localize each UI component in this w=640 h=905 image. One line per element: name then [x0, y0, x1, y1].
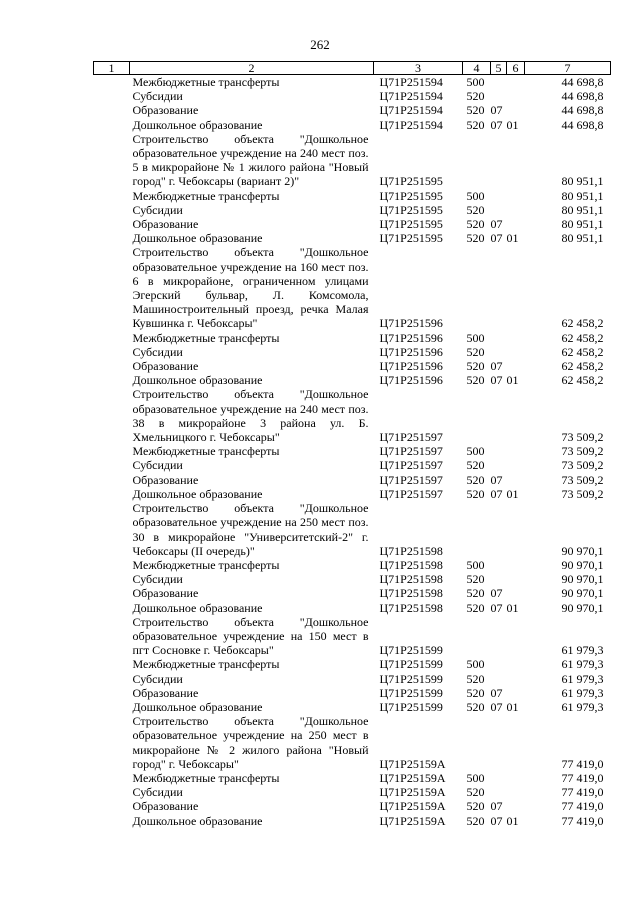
row-number-cell — [94, 245, 130, 330]
header-col-4: 4 — [463, 62, 491, 75]
amount-cell: 80 951,1 — [561, 188, 604, 203]
row-number-cell — [94, 75, 130, 90]
section-cell: 07 — [490, 217, 503, 232]
table-row — [94, 103, 611, 117]
item-name-cell: Дошкольное образование — [132, 486, 263, 501]
item-name-cell: Образование — [132, 799, 199, 814]
subsection-cell — [507, 714, 525, 771]
section-cell — [491, 501, 507, 558]
expense-type-cell: 520 — [466, 344, 485, 359]
subsection-cell: 01 — [506, 373, 519, 388]
item-name-cell: Образование — [132, 472, 199, 487]
amount-cell: 62 458,2 — [561, 359, 604, 374]
header-col-2: 2 — [130, 62, 374, 75]
item-name-cell: Субсидии — [132, 671, 183, 686]
item-name-cell: Образование — [132, 217, 199, 232]
subsection-cell — [507, 686, 525, 700]
expense-type-cell: 520 — [466, 359, 485, 374]
row-number-cell — [94, 814, 130, 828]
table-row — [94, 586, 611, 600]
target-code-cell: Ц71P251598 — [379, 572, 443, 587]
section-cell — [491, 615, 507, 658]
row-number-cell — [94, 359, 130, 373]
item-name-cell: Образование — [132, 359, 199, 374]
target-code-cell: Ц71P251596 — [379, 330, 443, 345]
item-name-cell: Межбюджетные трансферты — [132, 75, 280, 89]
expense-type-cell: 520 — [466, 572, 485, 587]
table-row — [94, 458, 611, 472]
expense-type-cell: 520 — [466, 89, 485, 104]
header-col-7: 7 — [525, 62, 611, 75]
subsection-cell — [507, 615, 525, 658]
target-code-cell: Ц71P251597 — [379, 486, 443, 501]
table-row — [94, 771, 611, 785]
target-code-cell: Ц71P25159A — [379, 756, 446, 771]
table-body — [94, 75, 611, 828]
table-row — [94, 189, 611, 203]
subsection-cell — [507, 473, 525, 487]
subsection-cell — [507, 359, 525, 373]
amount-cell: 77 419,0 — [561, 785, 604, 800]
row-number-cell — [94, 771, 130, 785]
amount-cell: 61 979,3 — [561, 685, 604, 700]
table-row — [94, 89, 611, 103]
expense-type-cell: 520 — [466, 600, 485, 615]
subsection-cell — [507, 217, 525, 231]
amount-cell: 90 970,1 — [561, 543, 604, 558]
table-row — [94, 572, 611, 586]
target-code-cell: Ц71P251595 — [379, 217, 443, 232]
target-code-cell: Ц71P251598 — [379, 600, 443, 615]
section-cell — [491, 189, 507, 203]
header-col-1: 1 — [94, 62, 130, 75]
subsection-cell — [507, 586, 525, 600]
expense-type-cell: 500 — [466, 444, 485, 459]
item-name-cell: Субсидии — [132, 89, 183, 104]
section-cell: 07 — [490, 231, 503, 246]
target-code-cell: Ц71P251597 — [379, 458, 443, 473]
expense-type-cell: 500 — [466, 188, 485, 203]
amount-cell: 73 509,2 — [561, 444, 604, 459]
row-number-cell — [94, 458, 130, 472]
subsection-cell — [507, 572, 525, 586]
table-row — [94, 487, 611, 501]
target-code-cell: Ц71P251595 — [379, 174, 443, 189]
item-name-cell: Дошкольное образование — [132, 813, 263, 828]
item-name-cell: Межбюджетные трансферты — [132, 557, 280, 572]
page-number: 262 — [310, 37, 330, 52]
amount-cell: 90 970,1 — [561, 572, 604, 587]
row-number-cell — [94, 799, 130, 813]
row-number-cell — [94, 700, 130, 714]
item-name-cell: Межбюджетные трансферты — [132, 657, 280, 672]
expense-type-cell: 500 — [466, 75, 485, 89]
section-cell — [491, 458, 507, 472]
item-name-cell: Субсидии — [132, 572, 183, 587]
subsection-cell — [507, 331, 525, 345]
subsection-cell — [507, 444, 525, 458]
section-cell: 07 — [490, 359, 503, 374]
expense-type-cell — [463, 387, 491, 444]
row-number-cell — [94, 487, 130, 501]
row-number-cell — [94, 231, 130, 245]
subsection-cell — [507, 657, 525, 671]
table-row — [94, 714, 611, 771]
item-name-cell: Дошкольное образование — [132, 231, 263, 246]
section-cell — [491, 444, 507, 458]
amount-cell: 73 509,2 — [561, 458, 604, 473]
section-cell: 07 — [490, 699, 503, 714]
target-code-cell: Ц71P25159A — [379, 785, 446, 800]
amount-cell: 90 970,1 — [561, 557, 604, 572]
section-cell — [491, 345, 507, 359]
expense-type-cell: 520 — [466, 586, 485, 601]
amount-cell: 80 951,1 — [561, 217, 604, 232]
expense-type-cell: 520 — [466, 231, 485, 246]
amount-cell: 73 509,2 — [561, 472, 604, 487]
target-code-cell: Ц71P251599 — [379, 671, 443, 686]
table-row — [94, 672, 611, 686]
subsection-cell — [507, 672, 525, 686]
table-row — [94, 601, 611, 615]
header-row — [94, 62, 611, 75]
amount-cell: 73 509,2 — [561, 430, 604, 445]
expense-type-cell — [463, 132, 491, 189]
table-row — [94, 657, 611, 671]
target-code-cell: Ц71P251595 — [379, 231, 443, 246]
section-cell: 07 — [490, 586, 503, 601]
amount-cell: 77 419,0 — [561, 813, 604, 828]
target-code-cell: Ц71P251596 — [379, 359, 443, 374]
table-row — [94, 785, 611, 799]
section-cell — [491, 672, 507, 686]
amount-cell: 61 979,3 — [561, 643, 604, 658]
item-name-cell: Межбюджетные трансферты — [132, 188, 280, 203]
table-row — [94, 686, 611, 700]
subsection-cell — [507, 501, 525, 558]
expense-type-cell: 520 — [466, 813, 485, 828]
amount-cell: 61 979,3 — [561, 699, 604, 714]
amount-cell: 80 951,1 — [561, 202, 604, 217]
item-name-cell: Субсидии — [132, 344, 183, 359]
table-row — [94, 245, 611, 330]
expense-type-cell — [463, 615, 491, 658]
amount-cell: 44 698,8 — [561, 103, 604, 118]
row-number-cell — [94, 345, 130, 359]
table-row — [94, 331, 611, 345]
section-cell — [491, 785, 507, 799]
row-number-cell — [94, 572, 130, 586]
section-cell — [491, 89, 507, 103]
subsection-cell: 01 — [506, 813, 519, 828]
row-number-cell — [94, 501, 130, 558]
table-row — [94, 799, 611, 813]
item-name-cell: Образование — [132, 103, 199, 118]
table-row — [94, 473, 611, 487]
target-code-cell: Ц71P251598 — [379, 586, 443, 601]
row-number-cell — [94, 103, 130, 117]
target-code-cell: Ц71P251594 — [379, 103, 443, 118]
subsection-cell — [507, 458, 525, 472]
item-name-cell: Субсидии — [132, 202, 183, 217]
row-number-cell — [94, 601, 130, 615]
amount-cell: 44 698,8 — [561, 89, 604, 104]
subsection-cell — [507, 103, 525, 117]
table-row — [94, 231, 611, 245]
amount-cell: 77 419,0 — [561, 770, 604, 785]
section-cell: 07 — [490, 486, 503, 501]
subsection-cell — [507, 203, 525, 217]
row-number-cell — [94, 785, 130, 799]
amount-cell: 62 458,2 — [561, 344, 604, 359]
row-number-cell — [94, 331, 130, 345]
header-col-5: 5 — [491, 62, 507, 75]
section-cell — [491, 331, 507, 345]
amount-cell: 90 970,1 — [561, 600, 604, 615]
item-name-cell: Строительство объекта "Дошкольное образовательное учреждение на 250 мест поз. 30 в микрорайоне "Университетский-2" г. Чебоксары (II очередь)" — [132, 501, 369, 558]
target-code-cell: Ц71P25159A — [379, 770, 446, 785]
table-row — [94, 345, 611, 359]
table-row — [94, 118, 611, 132]
target-code-cell: Ц71P251594 — [379, 117, 443, 132]
header-col-6: 6 — [507, 62, 525, 75]
target-code-cell: Ц71P251599 — [379, 685, 443, 700]
section-cell: 07 — [490, 103, 503, 118]
table-row — [94, 444, 611, 458]
item-name-cell: Субсидии — [132, 458, 183, 473]
table-header — [94, 62, 611, 75]
section-cell — [491, 387, 507, 444]
row-number-cell — [94, 217, 130, 231]
row-number-cell — [94, 132, 130, 189]
target-code-cell: Ц71P251596 — [379, 373, 443, 388]
row-number-cell — [94, 657, 130, 671]
section-cell — [491, 771, 507, 785]
subsection-cell — [507, 132, 525, 189]
expense-type-cell: 520 — [466, 799, 485, 814]
expense-type-cell: 500 — [466, 657, 485, 672]
target-code-cell: Ц71P251597 — [379, 430, 443, 445]
section-cell: 07 — [490, 472, 503, 487]
expense-type-cell — [463, 501, 491, 558]
subsection-cell: 01 — [506, 231, 519, 246]
target-code-cell: Ц71P251599 — [379, 643, 443, 658]
item-name-cell: Межбюджетные трансферты — [132, 330, 280, 345]
row-number-cell — [94, 714, 130, 771]
table-row — [94, 359, 611, 373]
row-number-cell — [94, 387, 130, 444]
table-row — [94, 217, 611, 231]
expense-type-cell: 520 — [466, 685, 485, 700]
row-number-cell — [94, 203, 130, 217]
subsection-cell: 01 — [506, 117, 519, 132]
item-name-cell: Строительство объекта "Дошкольное образовательное учреждение на 240 мест поз. 38 в микрорайоне 3 района ул. Б. Хмельницкого г. Чебоксары" — [132, 387, 369, 445]
expense-type-cell: 520 — [466, 785, 485, 800]
section-cell — [491, 245, 507, 330]
amount-cell: 90 970,1 — [561, 586, 604, 601]
amount-cell: 62 458,2 — [561, 373, 604, 388]
table-row — [94, 203, 611, 217]
row-number-cell — [94, 672, 130, 686]
row-number-cell — [94, 89, 130, 103]
expense-type-cell: 520 — [466, 699, 485, 714]
subsection-cell — [507, 245, 525, 330]
amount-cell: 44 698,8 — [561, 75, 604, 89]
expense-type-cell: 500 — [466, 330, 485, 345]
subsection-cell — [507, 345, 525, 359]
row-number-cell — [94, 615, 130, 658]
item-name-cell: Дошкольное образование — [132, 600, 263, 615]
table-row — [94, 615, 611, 658]
amount-cell: 77 419,0 — [561, 756, 604, 771]
target-code-cell: Ц71P251599 — [379, 657, 443, 672]
amount-cell: 80 951,1 — [561, 174, 604, 189]
amount-cell: 80 951,1 — [561, 231, 604, 246]
amount-cell: 77 419,0 — [561, 799, 604, 814]
expense-type-cell — [463, 245, 491, 330]
table-row — [94, 75, 611, 90]
section-cell: 07 — [490, 799, 503, 814]
section-cell — [491, 714, 507, 771]
table-row — [94, 501, 611, 558]
item-name-cell: Строительство объекта "Дошкольное образовательное учреждение на 150 мест в пгт Сосновке г. Чебоксары" — [132, 614, 369, 658]
target-code-cell: Ц71P251594 — [379, 75, 443, 89]
row-number-cell — [94, 373, 130, 387]
expense-type-cell: 500 — [466, 770, 485, 785]
subsection-cell — [507, 89, 525, 103]
item-name-cell: Межбюджетные трансферты — [132, 770, 280, 785]
item-name-cell: Строительство объекта "Дошкольное образовательное учреждение на 160 мест поз. 6 в микрорайоне, ограниченном улицами Эгерский бульвар, Л. Комсомола, Машиностроительный проезд, речка Малая Кувшинка г. Чебоксары" — [132, 245, 369, 331]
section-cell — [491, 75, 507, 90]
target-code-cell: Ц71P25159A — [379, 799, 446, 814]
target-code-cell: Ц71P251595 — [379, 202, 443, 217]
row-number-cell — [94, 118, 130, 132]
expense-type-cell: 520 — [466, 373, 485, 388]
expense-type-cell: 520 — [466, 103, 485, 118]
item-name-cell: Субсидии — [132, 785, 183, 800]
target-code-cell: Ц71P25159A — [379, 813, 446, 828]
subsection-cell — [507, 387, 525, 444]
row-number-cell — [94, 686, 130, 700]
amount-cell: 73 509,2 — [561, 486, 604, 501]
section-cell — [491, 558, 507, 572]
subsection-cell: 01 — [506, 486, 519, 501]
row-number-cell — [94, 558, 130, 572]
item-name-cell: Межбюджетные трансферты — [132, 444, 280, 459]
expense-type-cell: 520 — [466, 217, 485, 232]
target-code-cell: Ц71P251598 — [379, 557, 443, 572]
section-cell — [491, 203, 507, 217]
target-code-cell: Ц71P251597 — [379, 444, 443, 459]
subsection-cell: 01 — [506, 600, 519, 615]
header-col-3: 3 — [374, 62, 463, 75]
amount-cell: 62 458,2 — [561, 316, 604, 331]
expense-type-cell: 520 — [466, 671, 485, 686]
expense-type-cell: 520 — [466, 117, 485, 132]
item-name-cell: Дошкольное образование — [132, 699, 263, 714]
row-number-cell — [94, 586, 130, 600]
table-row — [94, 814, 611, 828]
target-code-cell: Ц71P251597 — [379, 472, 443, 487]
section-cell — [491, 657, 507, 671]
amount-cell: 62 458,2 — [561, 330, 604, 345]
table-row — [94, 387, 611, 444]
expense-type-cell: 520 — [466, 486, 485, 501]
target-code-cell: Ц71P251594 — [379, 89, 443, 104]
target-code-cell: Ц71P251596 — [379, 344, 443, 359]
subsection-cell: 01 — [506, 699, 519, 714]
section-cell — [491, 132, 507, 189]
item-name-cell: Строительство объекта "Дошкольное образовательное учреждение на 250 мест в микрорайоне № 2 жилого района "Новый город" г. Чебоксары" — [132, 714, 369, 771]
section-cell: 07 — [490, 117, 503, 132]
target-code-cell: Ц71P251598 — [379, 543, 443, 558]
target-code-cell: Ц71P251596 — [379, 316, 443, 331]
item-name-cell: Образование — [132, 685, 199, 700]
target-code-cell: Ц71P251595 — [379, 188, 443, 203]
section-cell: 07 — [490, 373, 503, 388]
table-row — [94, 132, 611, 189]
expense-type-cell — [463, 714, 491, 771]
amount-cell: 61 979,3 — [561, 671, 604, 686]
row-number-cell — [94, 189, 130, 203]
section-cell — [491, 572, 507, 586]
item-name-cell: Образование — [132, 586, 199, 601]
expense-type-cell: 520 — [466, 472, 485, 487]
amount-cell: 61 979,3 — [561, 657, 604, 672]
subsection-cell — [507, 799, 525, 813]
expense-type-cell: 520 — [466, 202, 485, 217]
item-name-cell: Дошкольное образование — [132, 373, 263, 388]
subsection-cell — [507, 75, 525, 90]
amount-cell: 44 698,8 — [561, 117, 604, 132]
item-name-cell: Дошкольное образование — [132, 117, 263, 132]
subsection-cell — [507, 771, 525, 785]
table-row — [94, 558, 611, 572]
section-cell: 07 — [490, 600, 503, 615]
expense-type-cell: 520 — [466, 458, 485, 473]
item-name-cell: Строительство объекта "Дошкольное образовательное учреждение на 240 мест поз. 5 в микрорайоне № 1 жилого района "Новый город" г. Чебоксары (вариант 2)" — [132, 131, 369, 189]
section-cell: 07 — [490, 813, 503, 828]
budget-table — [93, 61, 611, 828]
subsection-cell — [507, 189, 525, 203]
subsection-cell — [507, 785, 525, 799]
row-number-cell — [94, 444, 130, 458]
section-cell: 07 — [490, 685, 503, 700]
target-code-cell: Ц71P251599 — [379, 699, 443, 714]
table-row — [94, 700, 611, 714]
expense-type-cell: 500 — [466, 557, 485, 572]
table-row — [94, 373, 611, 387]
subsection-cell — [507, 558, 525, 572]
row-number-cell — [94, 473, 130, 487]
